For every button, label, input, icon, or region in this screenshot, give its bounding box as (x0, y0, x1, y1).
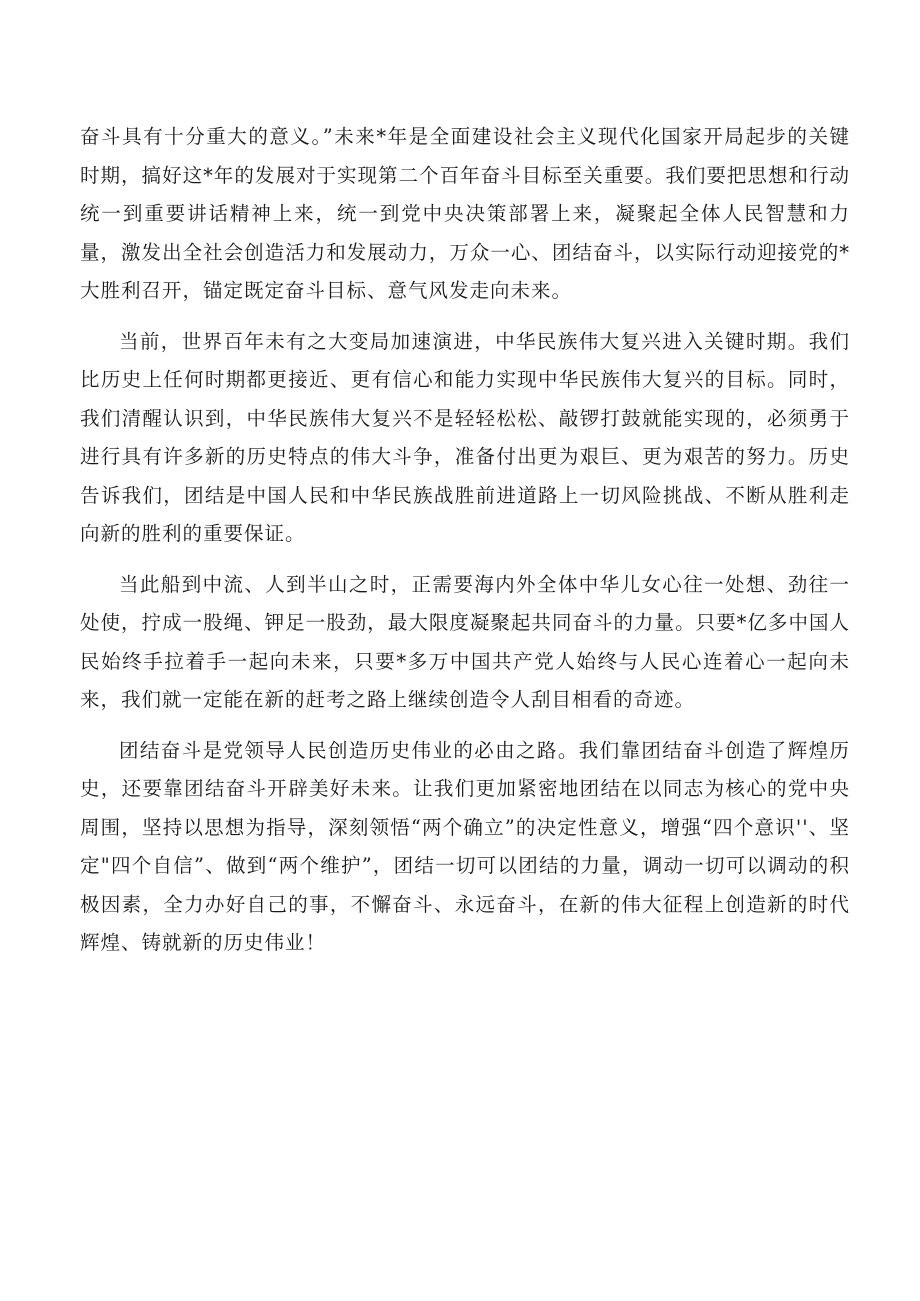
paragraph-2: 当前，世界百年未有之大变局加速演进，中华民族伟大复兴进入关键时期。我们比历史上任何时期都更接近、更有信心和能力实现中华民族伟大复兴的目标。同时，我们清醒认识到，中华民族伟大复兴不是轻轻松松、敲锣打鼓就能实现的，必须勇于进行具有许多新的历史特点的伟大斗争，准备付出更为艰巨、更为艰苦的努力。历史告诉我们，团结是中国人民和中华民族战胜前进道路上一切风险挑战、不断从胜利走向新的胜利的重要保证。 (80, 329, 850, 545)
paragraph-4: 团结奋斗是党领导人民创造历史伟业的必由之路。我们靠团结奋斗创造了辉煌历史，还要靠团结奋斗开辟美好未来。让我们更加紧密地团结在以同志为核心的党中央周围，坚持以思想为指导，深刻领悟“两个确立”的决定性意义，增强“四个意识''、坚定"四个自信”、做到“两个维护”，团结一切可以团结的力量，调动一切可以调动的积极因素，全力办好自己的事，不懈奋斗、永远奋斗，在新的伟大征程上创造新的时代辉煌、铸就新的历史伟业！ (80, 738, 850, 954)
paragraph-1: 奋斗具有十分重大的意义。”未来*年是全面建设社会主义现代化国家开局起步的关键时期，搞好这*年的发展对于实现第二个百年奋斗目标至关重要。我们要把思想和行动统一到重要讲话精神上来，统一到党中央决策部署上来，凝聚起全体人民智慧和力量，激发出全社会创造活力和发展动力，万众一心、团结奋斗，以实际行动迎接党的*大胜利召开，锚定既定奋斗目标、意气风发走向未来。 (80, 125, 850, 302)
paragraph-3: 当此船到中流、人到半山之时，正需要海内外全体中华儿女心往一处想、劲往一处使，拧成一股绳、钾足一股劲，最大限度凝聚起共同奋斗的力量。只要*亿多中国人民始终手拉着手一起向未来，只要*多万中国共产党人始终与人民心连着心一起向未来，我们就一定能在新的赶考之路上继续创造令人刮目相看的奇迹。 (80, 572, 850, 711)
document-page (80, 118, 850, 963)
